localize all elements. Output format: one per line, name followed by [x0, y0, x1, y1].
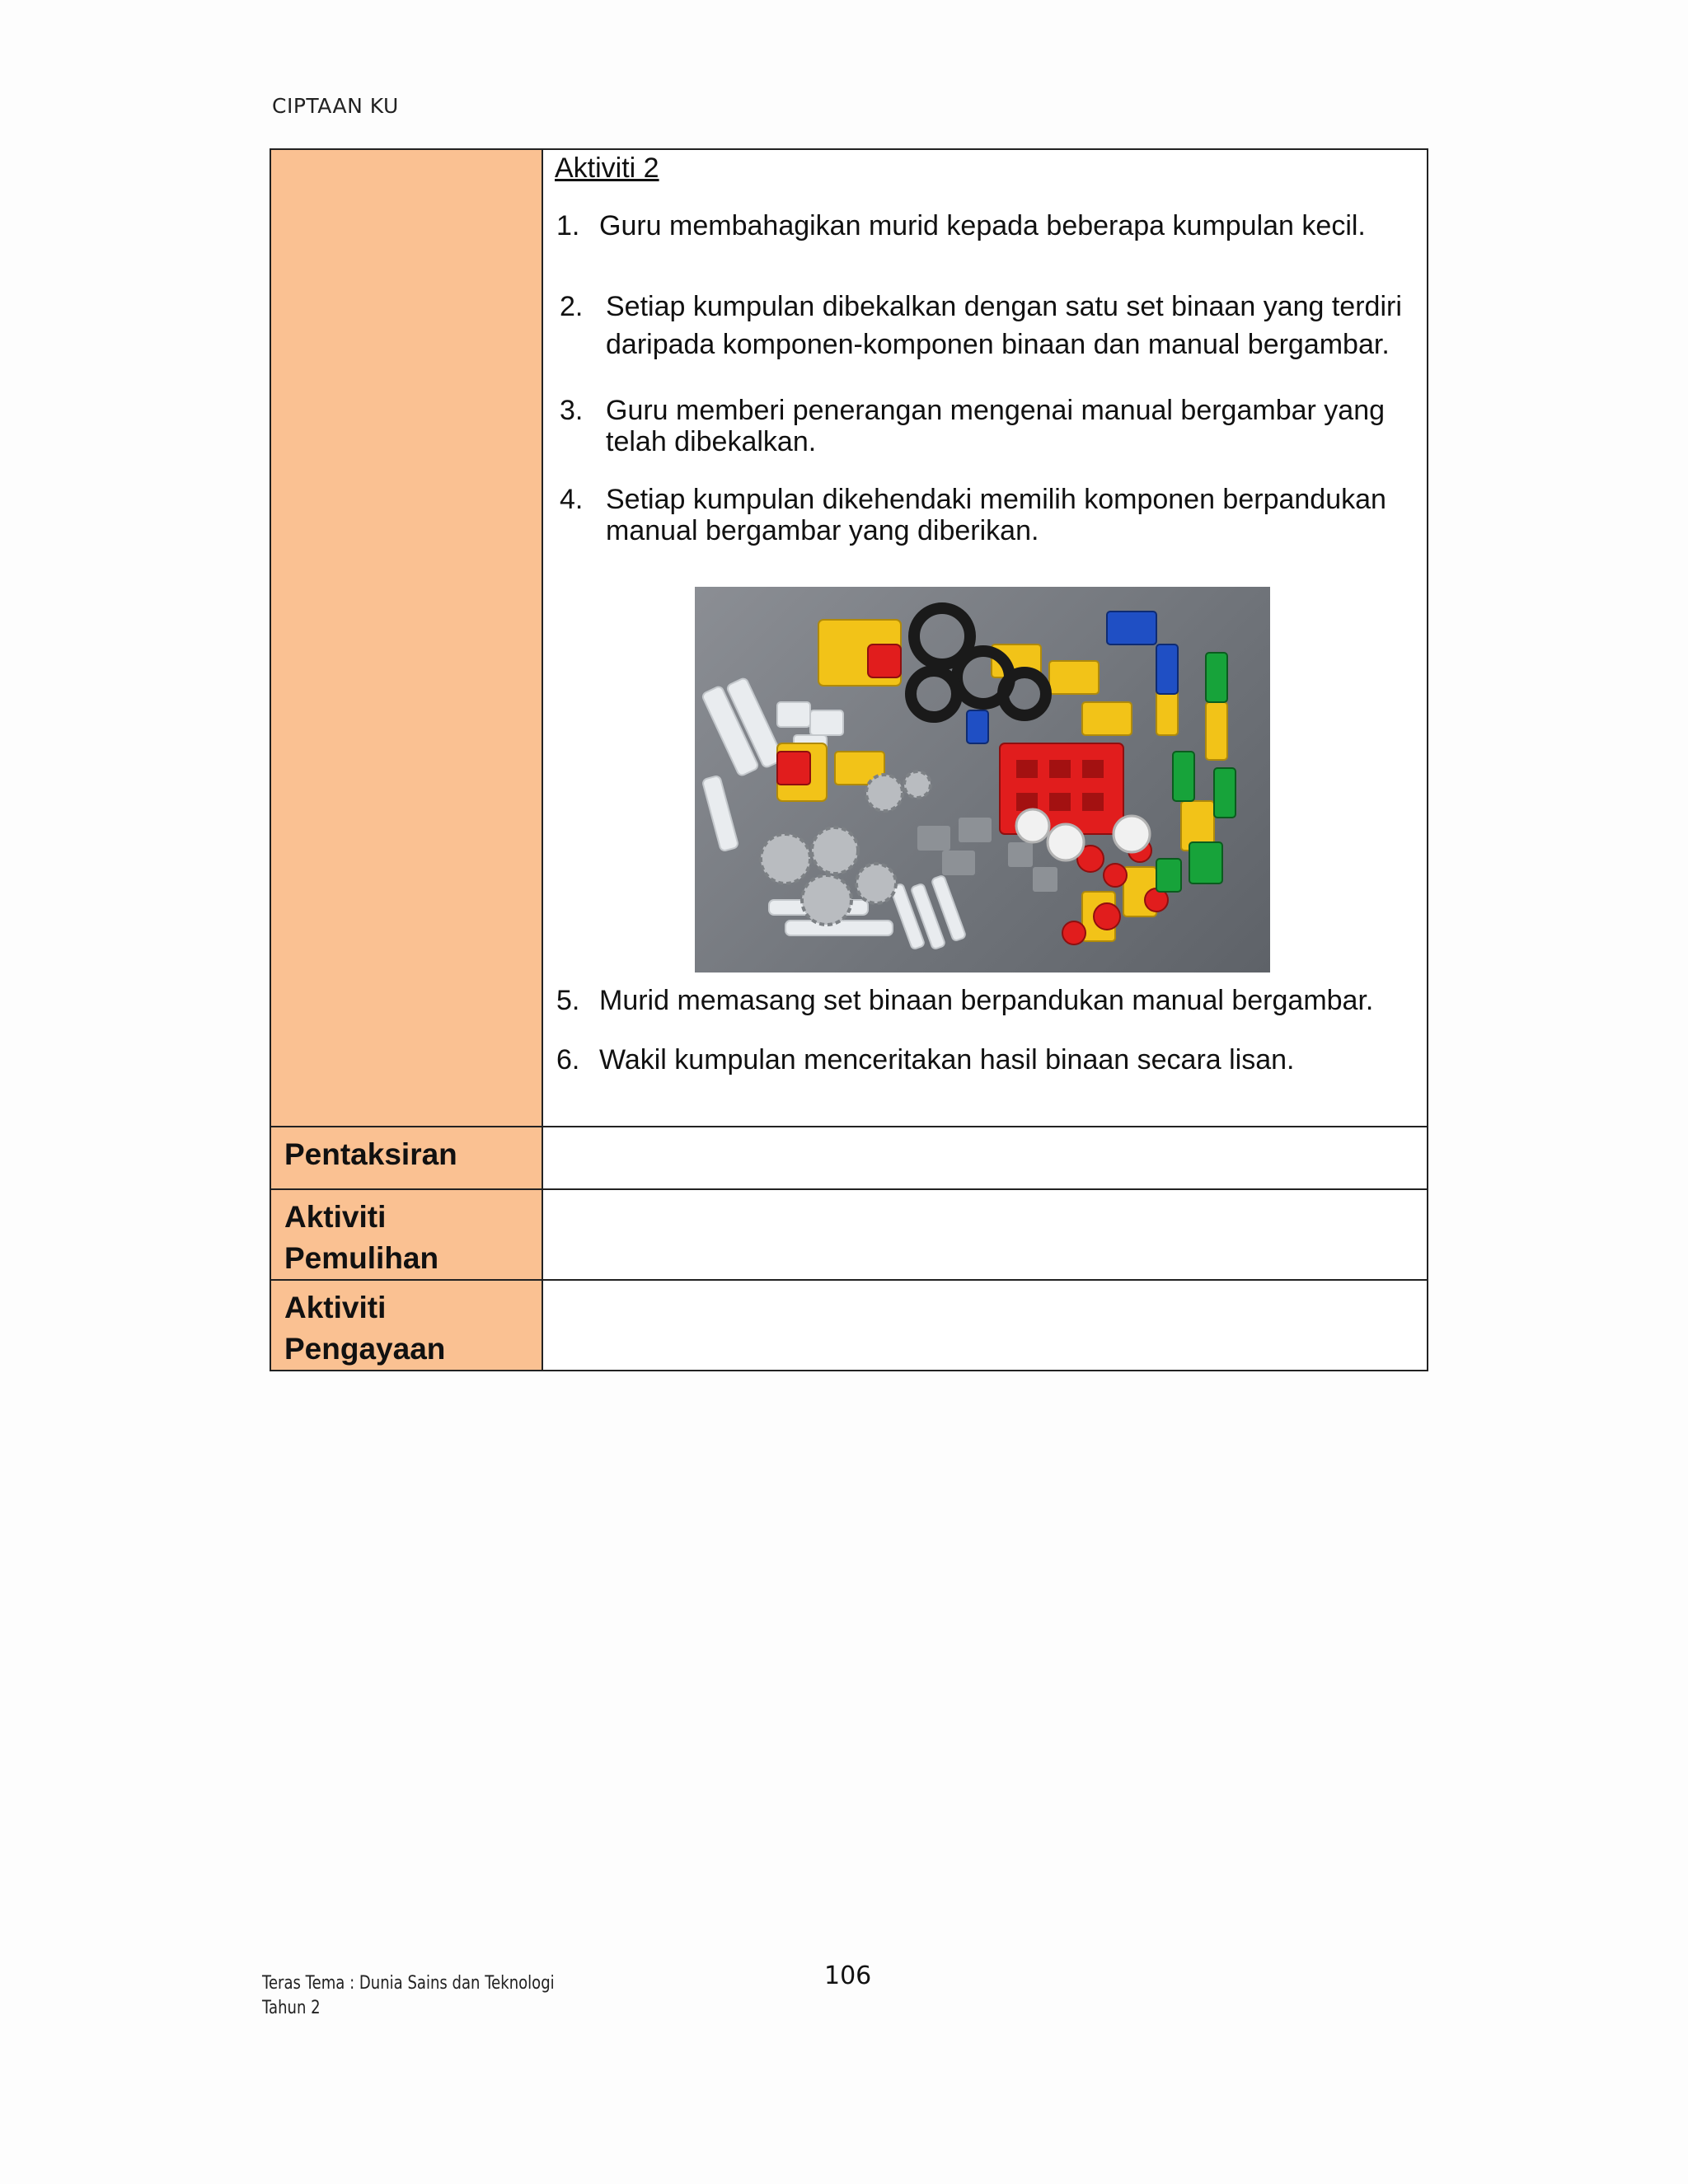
step-text: Wakil kumpulan menceritakan hasil binaan secara lisan.: [599, 1044, 1295, 1076]
footer-theme: Teras Tema : Dunia Sains dan Teknologi: [262, 1973, 555, 1994]
step-text: Setiap kumpulan dikehendaki memilih komponen berpandukan: [606, 484, 1386, 515]
step-text: Setiap kumpulan dibekalkan dengan satu set binaan yang terdiri: [606, 291, 1402, 322]
remedial-label-line-2: Pemulihan: [284, 1241, 439, 1275]
step-text: Murid memasang set binaan berpandukan manual bergambar.: [599, 985, 1374, 1016]
lesson-table: [270, 148, 1428, 1371]
assessment-label: [270, 1127, 542, 1189]
step-number: 1.: [556, 210, 580, 241]
remedial-content: [542, 1189, 1428, 1280]
activity-content-cell: [542, 149, 1428, 1127]
assessment-row: [270, 1127, 1428, 1189]
page-number: 106: [824, 1961, 872, 1990]
page-header-title: CIPTAAN KU: [272, 94, 399, 118]
step-number: 4.: [560, 484, 584, 515]
activity-title: Aktiviti 2: [555, 152, 659, 184]
enrichment-label-line-1: Aktiviti: [284, 1291, 387, 1324]
activity-row: [270, 149, 1428, 1127]
step-number: 2.: [560, 291, 584, 322]
step-text: daripada komponen-komponen binaan dan manual bergambar.: [606, 329, 1390, 360]
step-text: Guru membahagikan murid kepada beberapa kumpulan kecil.: [599, 210, 1366, 241]
assessment-label-text: Pentaksiran: [284, 1137, 457, 1171]
step-text: manual bergambar yang diberikan.: [606, 515, 1039, 546]
construction-kit-illustration: [695, 587, 1270, 972]
step-text: Guru memberi penerangan mengenai manual bergambar yang: [606, 395, 1386, 426]
enrichment-row: [270, 1280, 1428, 1371]
remedial-row: [270, 1189, 1428, 1280]
enrichment-label-line-2: Pengayaan: [284, 1332, 446, 1366]
enrichment-label: [270, 1280, 542, 1371]
activity-label-cell: [270, 149, 542, 1127]
step-number: 6.: [556, 1044, 580, 1076]
assessment-content: [542, 1127, 1428, 1189]
footer-info: [262, 1971, 555, 2021]
step-text: telah dibekalkan.: [606, 426, 817, 457]
step-number: 5.: [556, 985, 580, 1016]
construction-kit-photo: [695, 587, 1270, 972]
remedial-label-line-1: Aktiviti: [284, 1200, 387, 1234]
footer-year: Tahun 2: [262, 1998, 321, 2018]
remedial-label: [270, 1189, 542, 1280]
step-number: 3.: [560, 395, 584, 426]
enrichment-content: [542, 1280, 1428, 1371]
